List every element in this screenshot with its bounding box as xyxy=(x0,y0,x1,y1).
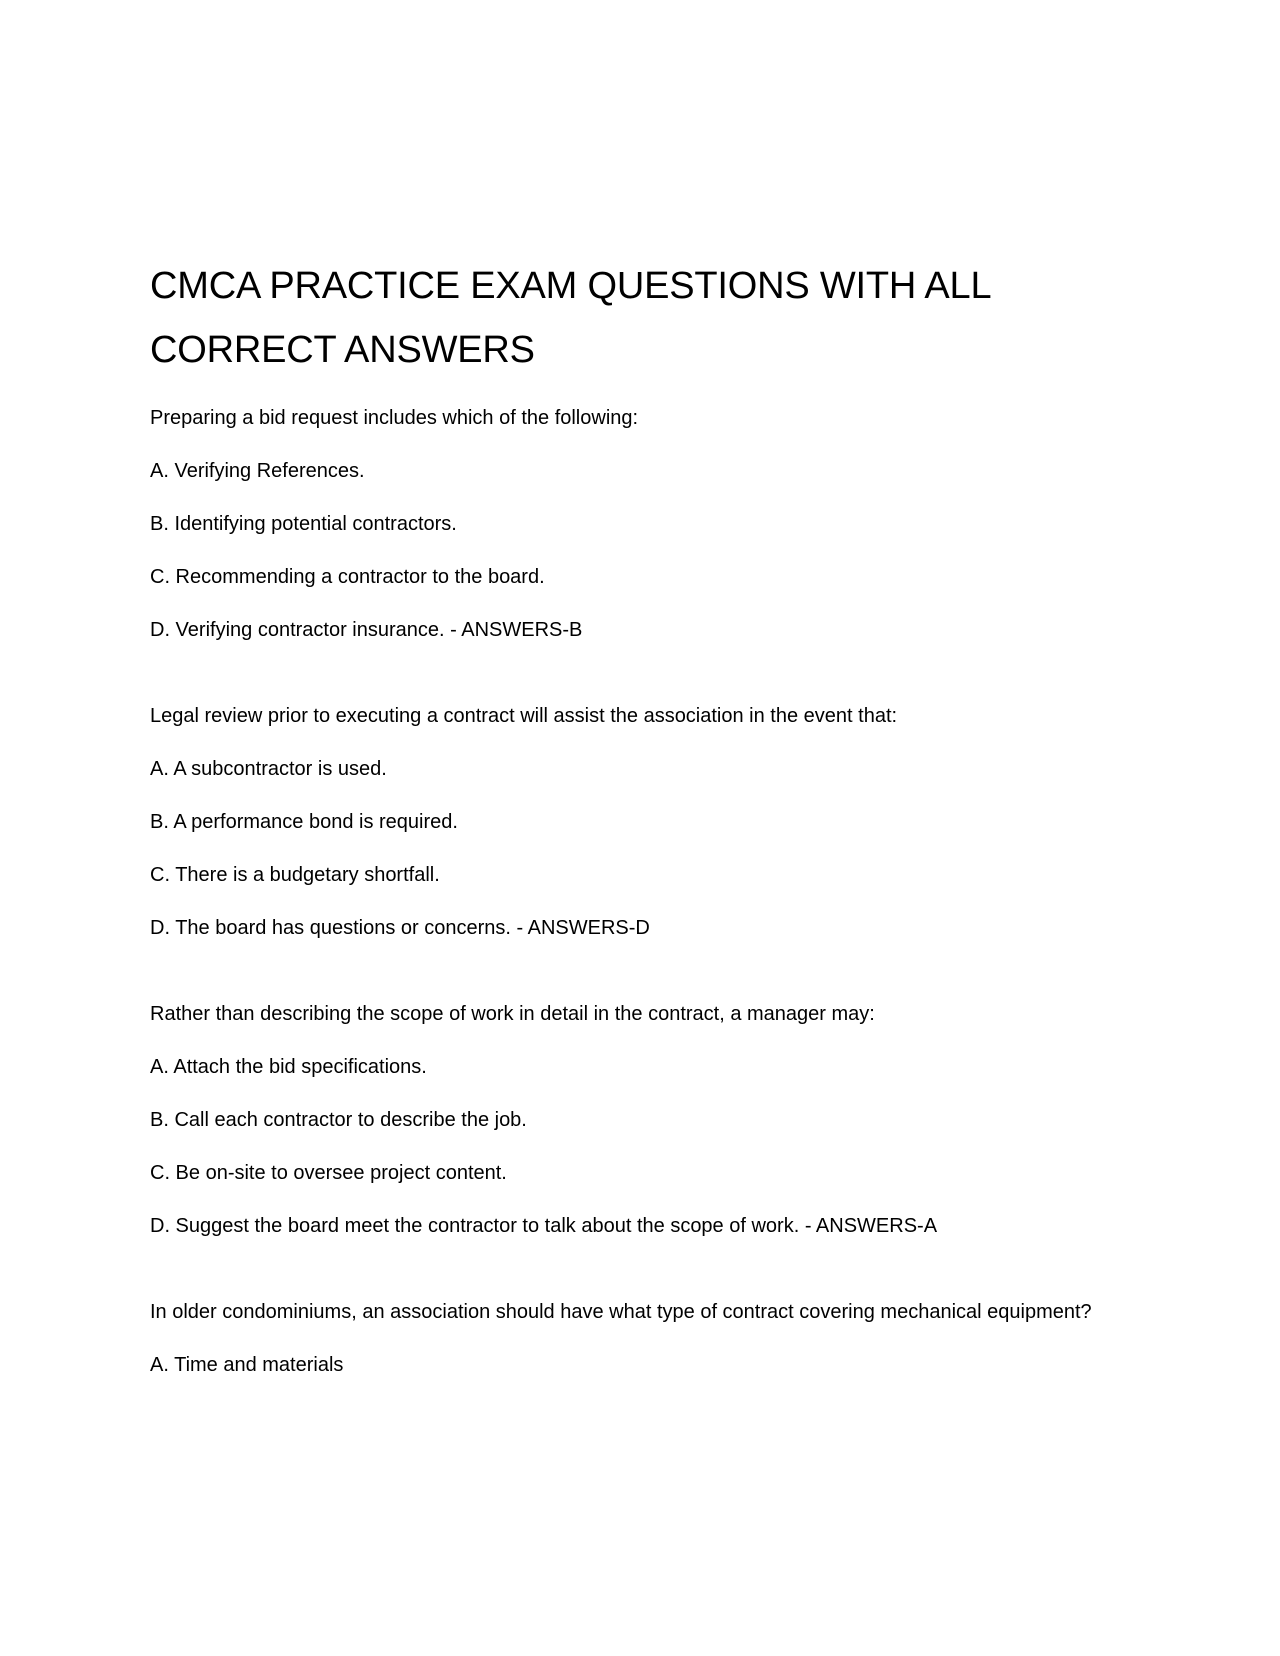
question-text: Legal review prior to executing a contract will assist the association in the event that: xyxy=(150,705,898,727)
answer-option: C. There is a budgetary shortfall. xyxy=(150,864,440,886)
question-text: In older condominiums, an association should have what type of contract covering mechanical equipment? xyxy=(150,1301,1092,1323)
answer-option: A. Verifying References. xyxy=(150,460,365,482)
answer-option: C. Be on-site to oversee project content. xyxy=(150,1162,507,1184)
answer-option: B. A performance bond is required. xyxy=(150,811,458,833)
question-1 xyxy=(150,402,1110,646)
question-text: Rather than describing the scope of work in detail in the contract, a manager may: xyxy=(150,1003,875,1025)
question-3 xyxy=(150,998,1110,1242)
document-content xyxy=(150,254,1110,1435)
question-text: Preparing a bid request includes which of the following: xyxy=(150,407,639,429)
answer-option: B. Call each contractor to describe the job. xyxy=(150,1109,527,1131)
question-4 xyxy=(150,1296,1110,1381)
question-2 xyxy=(150,700,1110,944)
answer-option: D. The board has questions or concerns. - ANSWERS-D xyxy=(150,917,650,939)
answer-option: C. Recommending a contractor to the board. xyxy=(150,566,545,588)
answer-option: B. Identifying potential contractors. xyxy=(150,513,457,535)
answer-option: A. Attach the bid specifications. xyxy=(150,1056,427,1078)
answer-option: D. Suggest the board meet the contractor to talk about the scope of work. - ANSWERS-A xyxy=(150,1215,938,1237)
answer-option: A. A subcontractor is used. xyxy=(150,758,387,780)
answer-option: D. Verifying contractor insurance. - ANSWERS-B xyxy=(150,619,583,641)
document-title: CMCA PRACTICE EXAM QUESTIONS WITH ALL CORRECT ANSWERS xyxy=(150,265,990,371)
answer-option: A. Time and materials xyxy=(150,1354,344,1376)
